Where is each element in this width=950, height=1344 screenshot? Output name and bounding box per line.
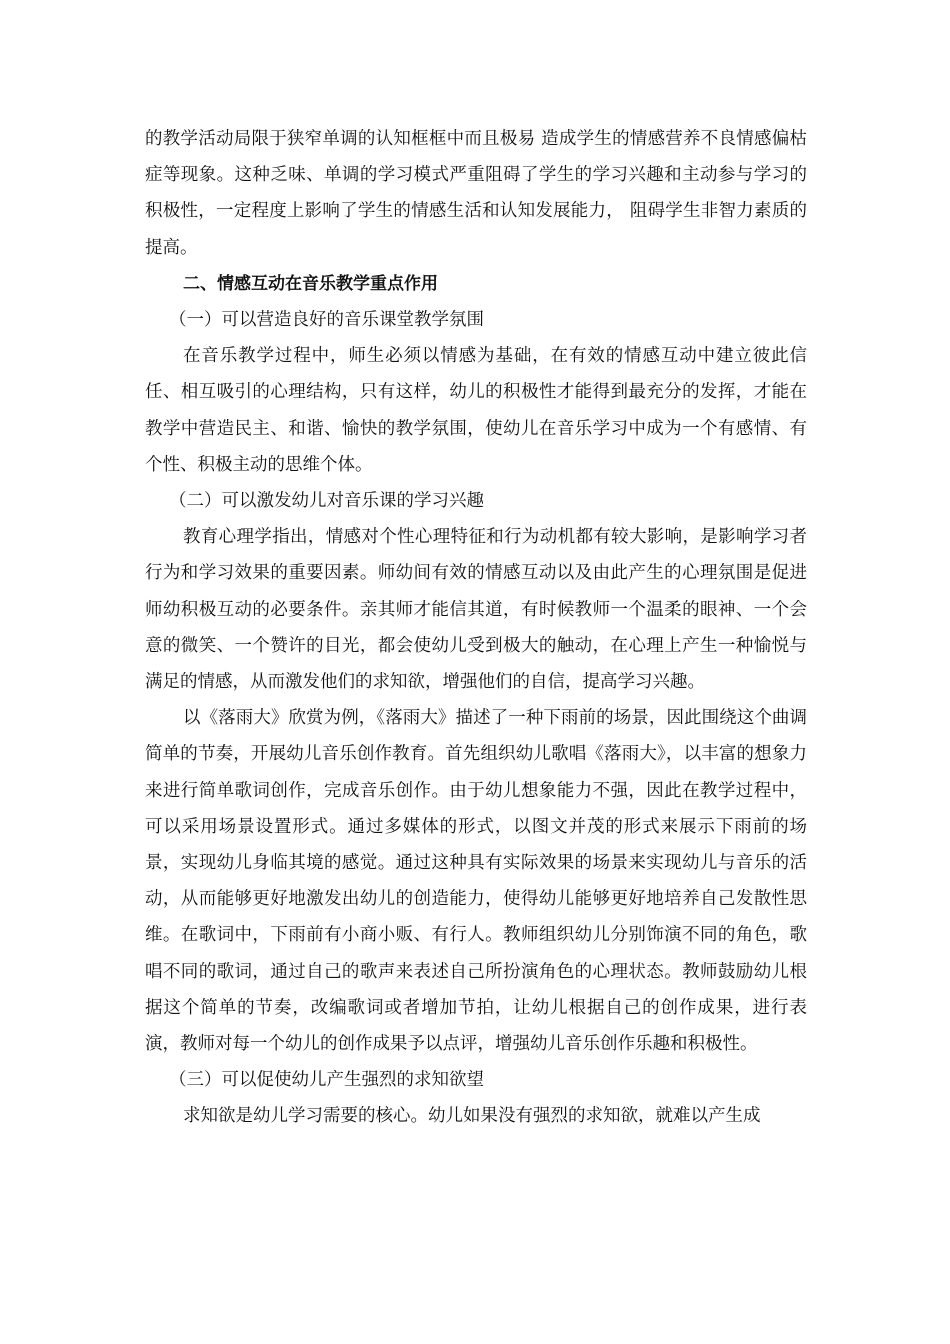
document-body — [145, 121, 807, 1135]
paragraph: 求知欲是幼儿学习需要的核心。幼儿如果没有强烈的求知欲，就难以产生成 — [183, 1106, 761, 1127]
paragraph: 以《落雨大》欣赏为例，《落雨大》描述了一种下雨前的场景，因此围绕这个曲调简单的节奏，开展幼儿音乐创作教育。首先组织幼儿歌唱《落雨大》，以丰富的想象力来进行简单歌词创作，完成音乐创作。由于幼儿想象能力不强，因此在教学过程中，可以采用场景设置形式。通过多媒体的形式，以图文并茂的形式来展示下雨前的场景，实现幼儿身临其境的感觉。通过这种具有实际效果的场景来实现幼儿与音乐的活动，从而能够更好地激发出幼儿的创造能力，使得幼儿能够更好地培养自己发散性思维。在歌词中，下雨前有小商小贩、有行人。教师组织幼儿分别饰演不同的角色，歌唱不同的歌词，通过自己的歌声来表述自己所扮演角色的心理状态。教师鼓励幼儿根据这个简单的节奏，改编歌词或者增加节拍，让幼儿根据自己的创作成果，进行表演，教师对每一个幼儿的创作成果予以点评，增强幼儿音乐创作乐趣和积极性。 — [145, 708, 807, 1055]
subsection-heading-2: （二）可以激发幼儿对音乐课的学习兴趣 — [169, 491, 484, 512]
paragraph-continuation: 的教学活动局限于狭窄单调的认知框框中而且极易 造成学生的情感营养不良情感偏枯症等现象。这种乏味、单调的学习模式严重阻碍了学生的学习兴趣和主动参与学习的 积极性，一定程度上影响了学生的情感生活和认知发展能力， 阻碍学生非智力素质的提高。 — [145, 129, 807, 258]
paragraph: 教育心理学指出，情感对个性心理特征和行为动机都有较大影响，是影响学习者行为和学习效果的重要因素。师幼间有效的情感互动以及由此产生的心理氛围是促进师幼积极互动的必要条件。亲其师才能信其道，有时候教师一个温柔的眼神、一个会意的微笑、一个赞许的目光，都会使幼儿受到极大的触动，在心理上产生一种愉悦与满足的情感，从而激发他们的求知欲，增强他们的自信，提高学习兴趣。 — [145, 527, 807, 693]
paragraph: 在音乐教学过程中，师生必须以情感为基础，在有效的情感互动中建立彼此信任、相互吸引的心理结构，只有这样，幼儿的积极性才能得到最充分的发挥，才能在教学中营造民主、和谐、愉快的教学氛围，使幼儿在音乐学习中成为一个有感情、有个性、积极主动的思维个体。 — [145, 346, 807, 475]
subsection-heading-1: （一）可以营造良好的音乐课堂教学氛围 — [169, 310, 484, 331]
subsection-heading-3: （三）可以促使幼儿产生强烈的求知欲望 — [169, 1070, 484, 1091]
section-heading: 二、情感互动在音乐教学重点作用 — [183, 273, 438, 294]
